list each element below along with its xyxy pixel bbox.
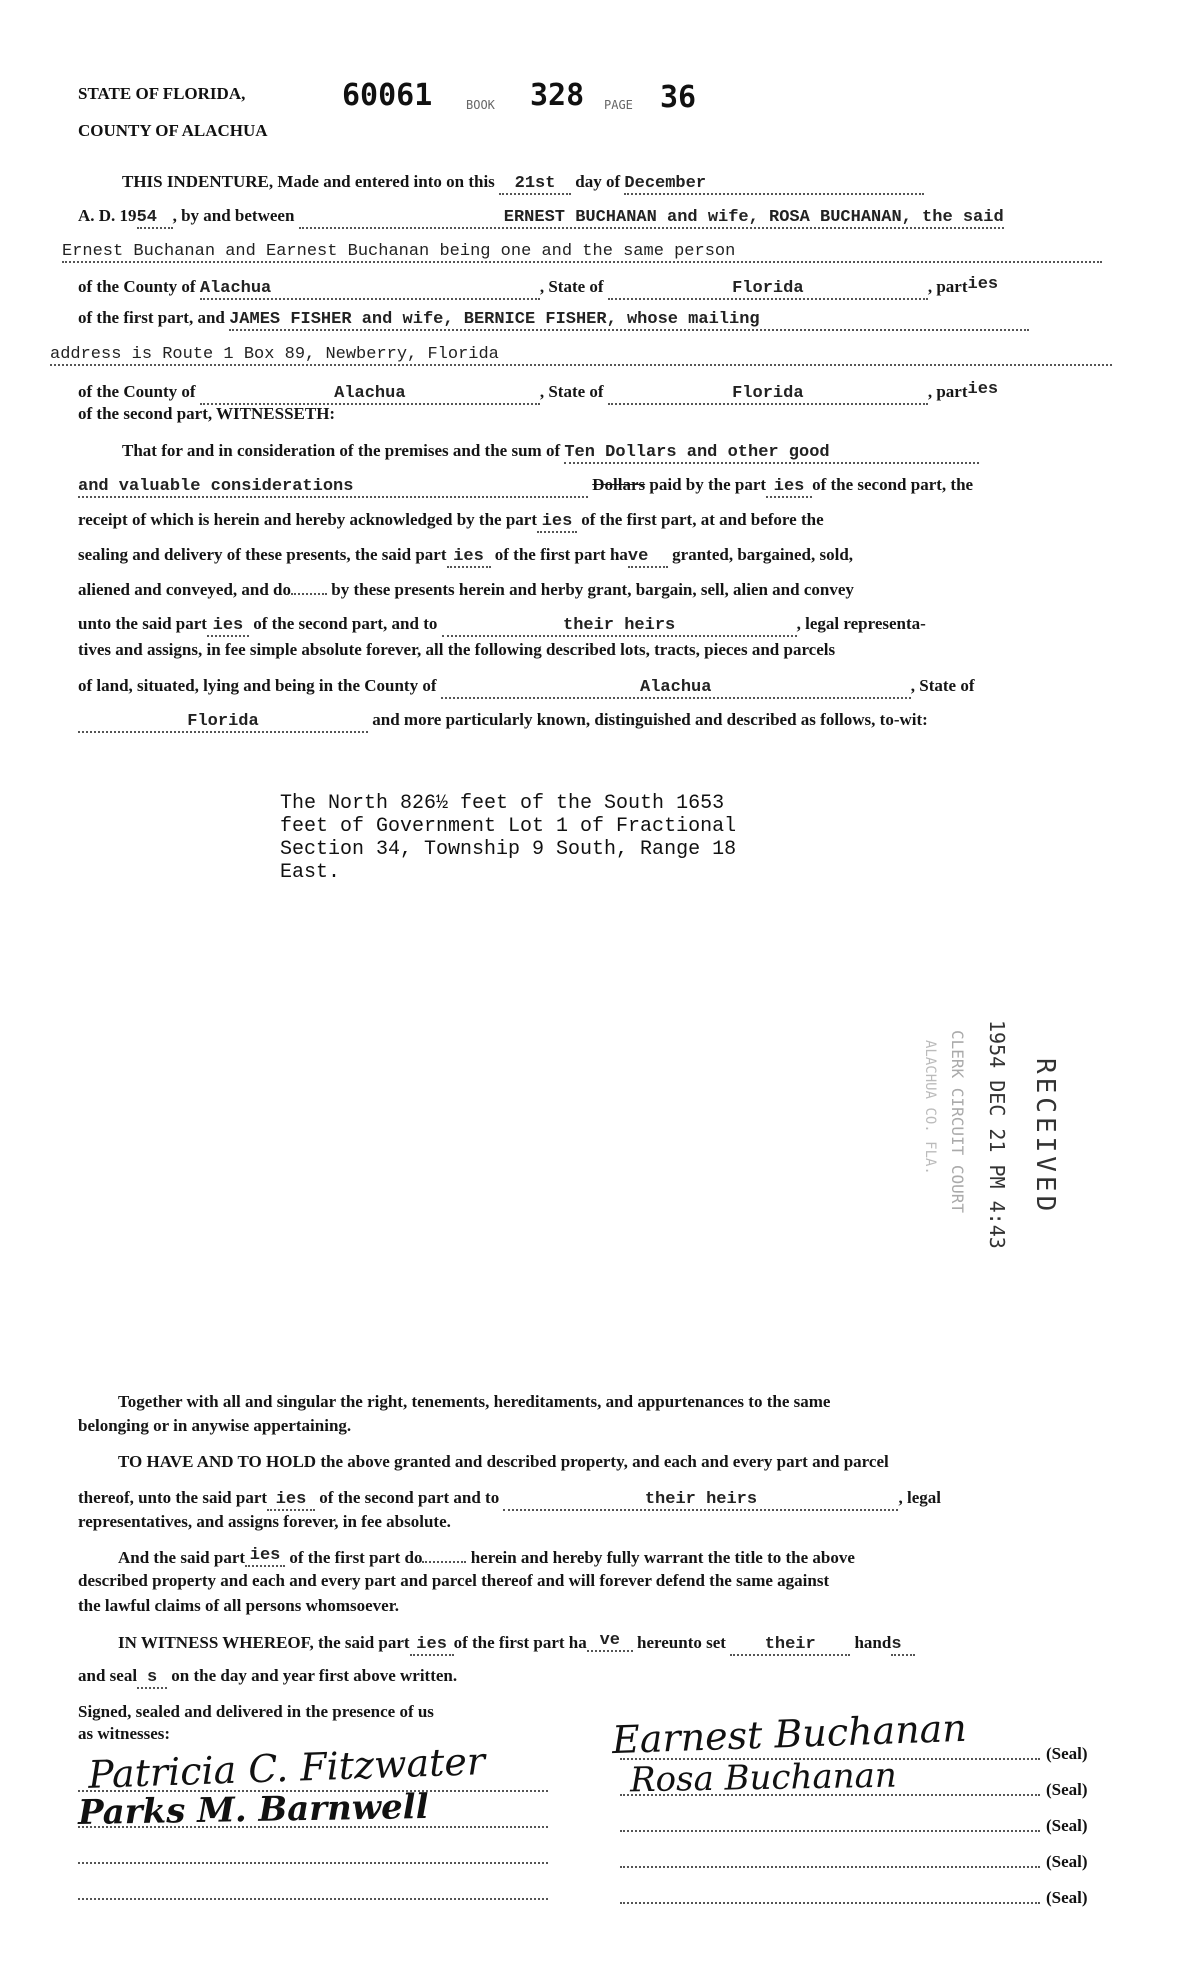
grantor-part-suffix: ies [967,275,999,294]
p4-their: their [730,1635,850,1656]
grantee-part-suffix: ies [967,380,999,399]
consideration-line4 [78,545,853,568]
consideration-line1 [122,441,979,464]
legal-line: East. [280,861,341,884]
book-label: BOOK [466,98,495,112]
line3-b: of the first part, at and before the [581,510,824,529]
p2b-a: thereof, unto the said part [78,1488,268,1507]
dollars-struck: Dollars [592,475,646,494]
p3-b: of the first part do [289,1548,423,1567]
line4-a: sealing and delivery of these presents, the said part [78,545,447,564]
legal-description [280,792,736,884]
consideration-line7: tives and assigns, in fee simple absolute forever, all the following described lots, tracts, pieces and parcels [78,640,836,659]
amount-line1: Ten Dollars and other good [564,443,979,464]
grantees-line [78,308,1029,331]
stamp-county: ALACHUA CO. FLA. [922,1040,938,1175]
grantor-line-3[interactable] [620,1830,1040,1832]
habendum-p1: Together with all and singular the right, tenements, hereditaments, and appurtenances to the same [118,1392,831,1411]
grantees-line2-wrap [50,343,1112,366]
line3-suffix: ies [537,512,577,533]
witness-line-4[interactable] [78,1898,548,1900]
grantors-line2-wrap [62,240,1102,263]
habendum-p3 [118,1546,855,1568]
line5-b: by these presents herein and herby grant, bargain, sell, alien and convey [331,580,854,599]
seal-label: (Seal) [1046,1780,1088,1799]
line5-a: aliened and conveyed, and do [78,580,292,599]
p4-s: s [891,1635,915,1656]
seal-label: (Seal) [1046,1888,1088,1907]
grantees-line1: JAMES FISHER and wife, BERNICE FISHER, whose mailing [229,310,1029,331]
habendum-p3b: described property and each and every part and parcel thereof and will forever defend the same against [78,1571,830,1590]
p3-suffix: ies [245,1546,285,1567]
line6-c: , legal representa- [796,614,926,633]
grantee-state: Florida [608,384,928,405]
county-label-2: of the County of [78,382,196,401]
indenture-intro-text: THIS INDENTURE, Made and entered into on this [122,172,495,191]
p4b-b: on the day and year first above written. [171,1666,458,1685]
state-heading: STATE OF FLORIDA, [78,84,246,103]
paid-by: paid by the part [649,475,767,494]
consideration-line5 [78,580,854,600]
line8-county: Alachua [441,678,911,699]
grantors-line1: ERNEST BUCHANAN and wife, ROSA BUCHANAN, the said [299,208,1004,229]
habendum-p1b: belonging or in anywise appertaining. [78,1416,352,1435]
county-heading: COUNTY OF ALACHUA [78,121,268,140]
line9-b: and more particularly known, distinguished and described as follows, to-wit: [372,710,928,729]
second-part-label: of the second part, WITNESSETH: [78,404,336,423]
witness-heading2: as witnesses: [78,1724,171,1743]
line4-c: granted, bargained, sold, [672,545,854,564]
grantor-state: Florida [608,279,928,300]
habendum-p2: TO HAVE AND TO HOLD the above granted and described property, and each and every part and parcel [118,1452,889,1471]
grantor-signature-2: Rosa Buchanan [629,1755,898,1801]
book-number: 328 [530,78,585,113]
witness-signature-1: Patricia C. Fitzwater [87,1739,486,1797]
grantor-county: Alachua [200,279,540,300]
ad-prefix: A. D. 19 [78,206,137,225]
grantors-line2: Ernest Buchanan and Earnest Buchanan being one and the same person [62,242,1102,263]
indenture-year: 54 [137,208,173,229]
p2b-suffix: ies [267,1490,315,1511]
stamp-court: CLERK CIRCUIT COURT [948,1030,967,1214]
and-seal-line [78,1666,457,1689]
line9-state: Florida [78,712,368,733]
paid-suffix: ies [766,477,812,498]
county-label: of the County of [78,277,196,296]
line8-b: , State of [910,676,975,695]
page-number: 36 [660,80,697,115]
indenture-day: 21st [499,174,571,195]
line4-have: ve [628,547,668,568]
grantor-county-line [78,275,998,300]
p3-blank [422,1561,466,1563]
p4-suffix: ies [410,1635,454,1656]
consideration-line6 [78,614,926,637]
amount-line2: and valuable considerations [78,477,588,498]
part-label-2: , part [927,382,968,401]
consideration-line2 [78,475,973,498]
consideration-prefix: That for and in consideration of the premises and the sum of [122,441,561,460]
habendum-p3c: the lawful claims of all persons whomsoever. [78,1596,399,1615]
consideration-line3 [78,510,824,533]
line8-a: of land, situated, lying and being in the County of [78,676,437,695]
line6-a: unto the said part [78,614,207,633]
witness-signature-2: Parks M. Barnwell [77,1786,429,1834]
grantor-signature-1: Earnest Buchanan [611,1705,968,1763]
p4-have: ve [587,1631,633,1652]
p4-a: IN WITNESS WHEREOF, the said part [118,1633,410,1652]
line3-a: receipt of which is herein and hereby acknowledged by the part [78,510,538,529]
p2b-heirs: their heirs [503,1490,898,1511]
line4-suffix: ies [447,547,491,568]
between-label: , by and between [172,206,295,225]
day-of-label: day of [575,172,621,191]
seal-label: (Seal) [1046,1852,1088,1871]
ad-line [78,206,1004,229]
witness-line-3[interactable] [78,1862,548,1864]
p3-a: And the said part [118,1548,246,1567]
indenture-month: December [624,174,924,195]
grantee-county-line [78,380,998,405]
consideration-line9 [78,710,928,733]
p2b-c: , legal [898,1488,941,1507]
witness-whereof [118,1631,915,1656]
seal-label: (Seal) [1046,1744,1088,1763]
habendum-p2b [78,1488,941,1511]
page-label: PAGE [604,98,633,112]
p4-d: hand [854,1633,892,1652]
received-stamp: RECEIVED [1030,1058,1060,1216]
grantor-line-4[interactable] [620,1866,1040,1868]
grantor-line-5[interactable] [620,1902,1040,1904]
state-label-2: , State of [539,382,604,401]
p3-c: herein and hereby fully warrant the title to the above [470,1548,855,1567]
instrument-number: 60061 [342,78,433,113]
witness-heading1: Signed, sealed and delivered in the presence of us [78,1702,434,1721]
indenture-intro [122,172,924,195]
line6-b: of the second part, and to [253,614,438,633]
legal-line: The North 826½ feet of the South 1653 [280,792,725,815]
first-part-label: of the first part, and [78,308,225,327]
p2b-b: of the second part and to [319,1488,500,1507]
state-label: , State of [539,277,604,296]
consideration-line8 [78,676,974,699]
grantees-line2: address is Route 1 Box 89, Newberry, Florida [50,345,1112,366]
line4-b: of the first part ha [494,545,628,564]
p4b-a: and seal [78,1666,138,1685]
p4-b: of the first part ha [453,1633,587,1652]
line5-blank [291,593,327,595]
of-second: of the second part, the [812,475,974,494]
stamp-datetime: 1954 DEC 21 PM 4:43 [985,1020,1009,1249]
p4-c: hereunto set [637,1633,726,1652]
seal-label: (Seal) [1046,1816,1088,1835]
p4b-s: s [137,1668,167,1689]
line6-heirs: their heirs [442,616,797,637]
part-label: , part [927,277,968,296]
grantee-county: Alachua [200,384,540,405]
habendum-p2c: representatives, and assigns forever, in fee absolute. [78,1512,451,1531]
legal-line: Section 34, Township 9 South, Range 18 [280,838,737,861]
line6-suffix: ies [207,616,249,637]
legal-line: feet of Government Lot 1 of Fractional [280,815,737,838]
